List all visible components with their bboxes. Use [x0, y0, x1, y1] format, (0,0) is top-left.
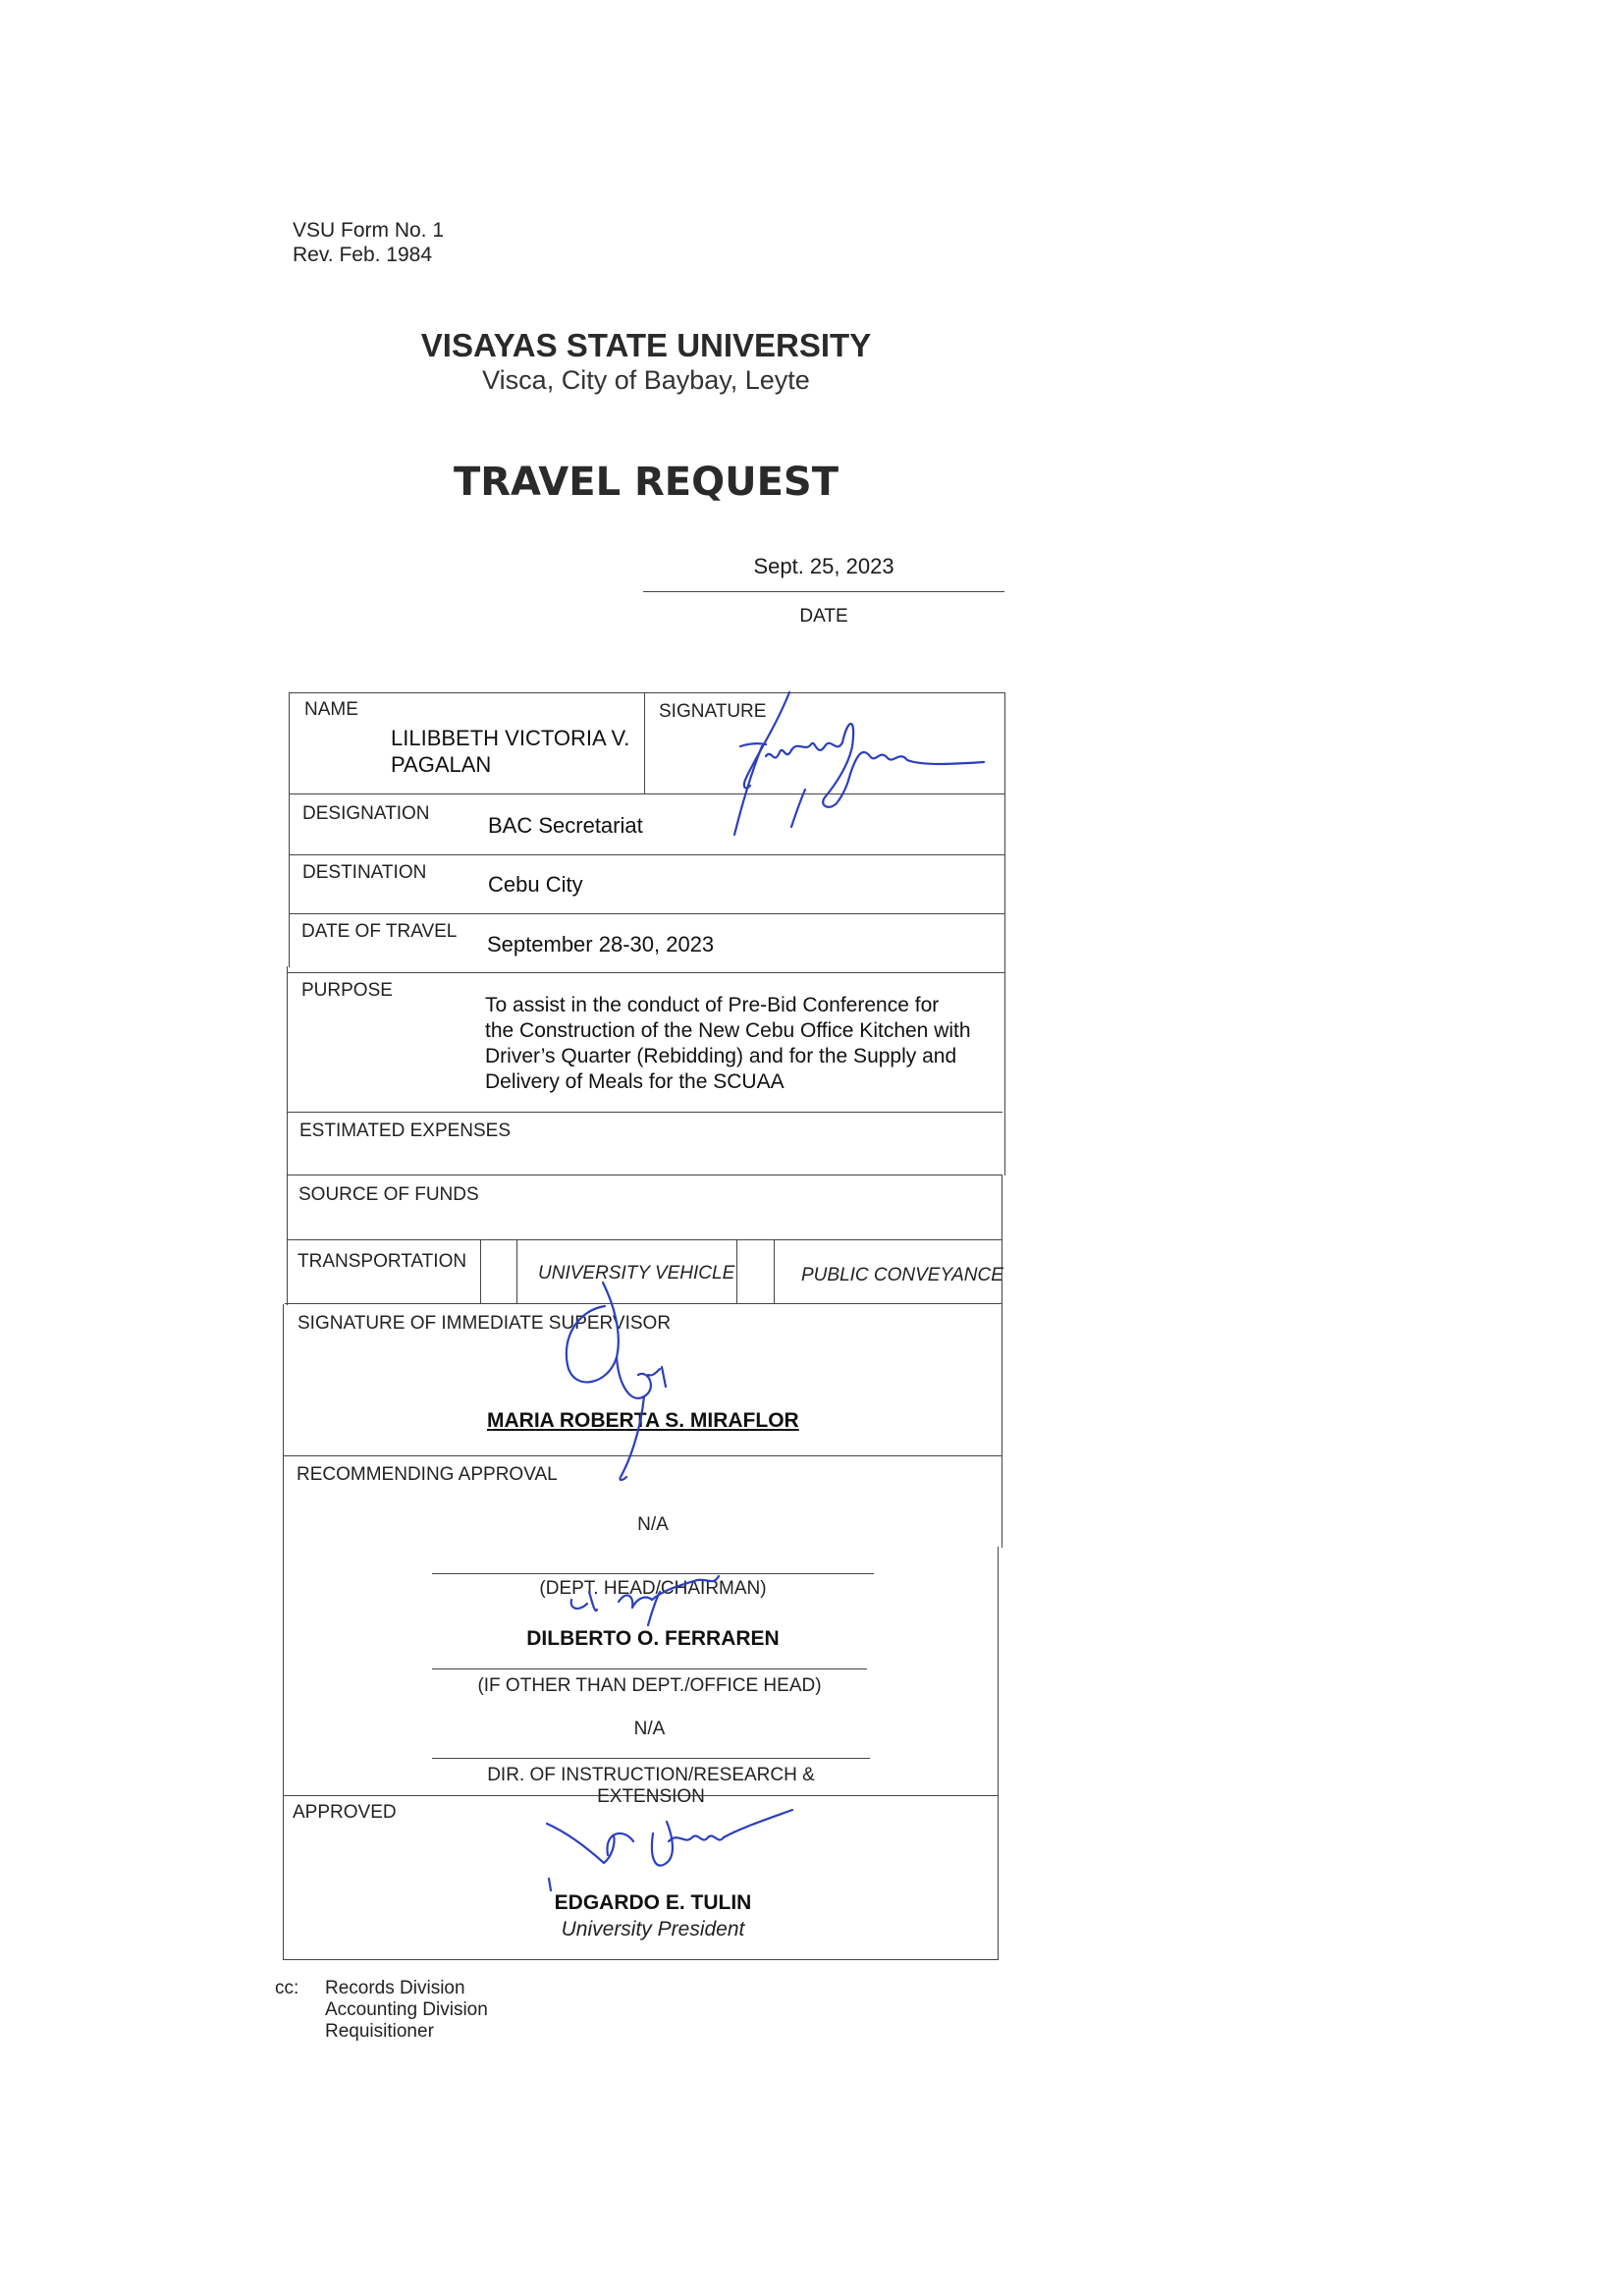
- form-number-block: [293, 218, 444, 267]
- president-signature: [545, 1802, 800, 1900]
- table-row-line: [287, 1239, 1001, 1240]
- date-label: DATE: [799, 606, 848, 627]
- purpose-label: PURPOSE: [301, 980, 393, 1001]
- requester-name-line: PAGALAN: [391, 752, 492, 777]
- requester-name: [391, 725, 629, 778]
- travel-date-label: DATE OF TRAVEL: [301, 921, 458, 942]
- date-underline: [643, 591, 1004, 592]
- cc-recipient: Accounting Division: [325, 1999, 488, 2020]
- purpose-line: To assist in the conduct of Pre-Bid Conference for: [485, 994, 940, 1016]
- transport-divider: [516, 1240, 517, 1303]
- name-label: NAME: [304, 699, 358, 720]
- table-row-line: [289, 913, 1004, 914]
- director-line: [432, 1758, 870, 1759]
- form-title: TRAVEL REQUEST: [453, 460, 839, 505]
- purpose-line: Delivery of Meals for the SCUAA: [485, 1070, 785, 1093]
- table-right-border: [1001, 1175, 1002, 1548]
- name-signature-divider: [644, 693, 645, 794]
- table-row-line: [287, 1112, 1002, 1113]
- supervisor-name: MARIA ROBERTA S. MIRAFLOR: [487, 1409, 799, 1432]
- cc-recipient: Requisitioner: [325, 2021, 434, 2042]
- signature-label: SIGNATURE: [659, 701, 767, 722]
- expenses-label: ESTIMATED EXPENSES: [299, 1121, 512, 1141]
- cc-recipient-list: [325, 1978, 488, 2043]
- table-row-line: [289, 854, 1004, 855]
- university-address: Visca, City of Baybay, Leyte: [482, 365, 810, 395]
- dept-head-caption: (DEPT. HEAD/CHAIRMAN): [539, 1578, 767, 1599]
- designation-value: BAC Secretariat: [488, 813, 643, 838]
- ferraren-signature: [550, 1557, 766, 1635]
- table-left-border: [287, 966, 288, 1305]
- requester-signature: [727, 687, 992, 845]
- recommending-label: RECOMMENDING APPROVAL: [297, 1464, 558, 1485]
- transport-public-conveyance: PUBLIC CONVEYANCE: [801, 1265, 1003, 1285]
- approved-label: APPROVED: [293, 1802, 397, 1823]
- request-date: Sept. 25, 2023: [753, 554, 894, 578]
- supervisor-signature: [550, 1267, 707, 1493]
- table-right-border: [1004, 692, 1005, 1175]
- destination-value: Cebu City: [488, 872, 583, 897]
- transportation-label: TRANSPORTATION: [298, 1251, 467, 1272]
- director-caption: DIR. OF INSTRUCTION/RESEARCH & EXTENSION: [487, 1765, 815, 1807]
- table-left-border: [283, 1304, 284, 1960]
- transport-divider: [480, 1240, 481, 1303]
- purpose-line: Driver’s Quarter (Rebidding) and for the Supply and: [485, 1045, 957, 1067]
- table-left-border: [289, 692, 290, 967]
- purpose-value: [485, 993, 971, 1095]
- cc-label: cc:: [275, 1978, 299, 1998]
- president-name: EDGARDO E. TULIN: [554, 1891, 752, 1914]
- transport-university-vehicle: UNIVERSITY VEHICLE: [538, 1263, 735, 1284]
- other-approver-caption: (IF OTHER THAN DEPT./OFFICE HEAD): [477, 1675, 822, 1696]
- purpose-line: the Construction of the New Cebu Office Kitchen with: [485, 1019, 971, 1042]
- travel-date-value: September 28-30, 2023: [487, 932, 715, 957]
- cc-recipient: Records Division: [325, 1978, 465, 1998]
- designation-label: DESIGNATION: [302, 803, 430, 824]
- president-title: University President: [561, 1918, 745, 1941]
- funds-label: SOURCE OF FUNDS: [298, 1184, 479, 1205]
- university-name: VISAYAS STATE UNIVERSITY: [420, 327, 872, 363]
- dept-head-value: N/A: [637, 1514, 669, 1535]
- other-approver-line: [432, 1668, 867, 1669]
- transport-divider: [774, 1240, 775, 1303]
- director-value: N/A: [633, 1719, 666, 1739]
- transport-divider: [736, 1240, 737, 1303]
- supervisor-label: SIGNATURE OF IMMEDIATE SUPERVISOR: [298, 1313, 672, 1334]
- other-approver-name: DILBERTO O. FERRAREN: [526, 1627, 780, 1650]
- form-revision: Rev. Feb. 1984: [293, 244, 433, 266]
- form-number: VSU Form No. 1: [293, 219, 445, 242]
- requester-name-line: LILIBBETH VICTORIA V.: [391, 726, 630, 750]
- table-right-border: [998, 1547, 999, 1959]
- destination-label: DESTINATION: [302, 862, 427, 883]
- table-row-line: [287, 972, 1004, 973]
- table-row-line: [283, 1959, 999, 1960]
